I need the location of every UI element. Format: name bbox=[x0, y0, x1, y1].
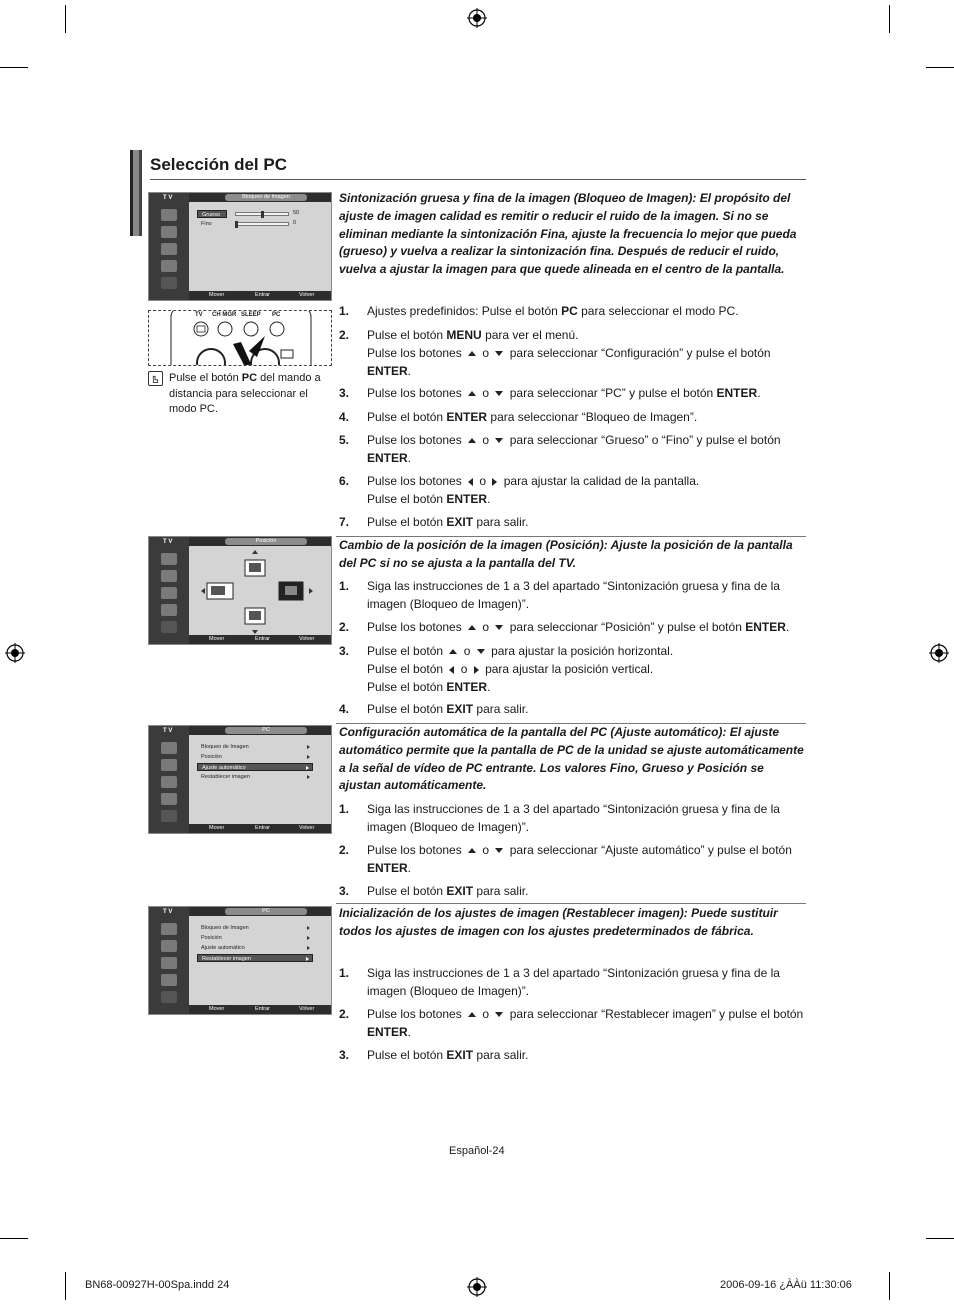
picture-icon bbox=[161, 553, 177, 565]
crop-mark bbox=[889, 5, 890, 33]
step-item: 2. Pulse los botones o para seleccionar “Restablecer imagen” y pulse el botón ENTER. bbox=[339, 1007, 804, 1039]
step-item: 1. Ajustes predefinidos: Pulse el botón PC para seleccionar el modo PC. bbox=[339, 304, 739, 318]
tv-screen-ajuste-auto bbox=[148, 725, 332, 834]
menu-item-restablecer: Restablecer imagen bbox=[197, 773, 313, 781]
note-hand-icon bbox=[148, 371, 163, 386]
section-divider bbox=[336, 903, 806, 904]
title-rule bbox=[150, 179, 806, 180]
tv-menu-sidebar bbox=[149, 537, 189, 644]
crop-mark bbox=[65, 1272, 66, 1300]
crop-mark bbox=[0, 1238, 28, 1239]
input-icon bbox=[161, 621, 177, 633]
nav-back: Volver bbox=[299, 1006, 315, 1012]
nav-enter: Entrar bbox=[255, 825, 270, 831]
step-item: 5. Pulse los botones o para seleccionar “Grueso” o “Fino” y pulse el botón ENTER. bbox=[339, 433, 781, 465]
screen-title: Bloqueo de Imagen bbox=[225, 194, 307, 201]
file-slug: BN68-00927H-00Spa.indd 24 bbox=[85, 1279, 230, 1291]
nav-back: Volver bbox=[299, 292, 315, 298]
setup-icon bbox=[161, 793, 177, 805]
step-item: 2. Pulse los botones o para seleccionar “Ajuste automático” y pulse el botón ENTER. bbox=[339, 843, 792, 875]
registration-mark-icon bbox=[5, 643, 25, 663]
fino-value: 0 bbox=[293, 220, 297, 226]
section-intro: Sintonización gruesa y fina de la imagen (Bloqueo de Imagen): El propósito del ajuste de imagen calidad es remitir o reducir el ruido de la imagen. Si no se eliminan mediante la sintonización Fina, ajuste la frecuencia lo mejor que pueda (grueso) y vuelva a realizar la sintonización fina. Después de reducir el ruido, vuelva a ajustar la imagen para que quede alineada en el centro de la pantalla. bbox=[339, 191, 797, 277]
page-title: Selección del PC bbox=[150, 155, 287, 174]
input-icon bbox=[161, 810, 177, 822]
crop-mark bbox=[889, 1272, 890, 1300]
nav-move: Mover bbox=[209, 1006, 225, 1012]
crop-mark bbox=[926, 67, 954, 68]
grueso-slider-knob bbox=[261, 211, 264, 218]
channel-icon bbox=[161, 243, 177, 255]
grueso-value: 50 bbox=[293, 210, 300, 216]
remote-label-sleep: SLEEP bbox=[241, 312, 261, 318]
nav-move: Mover bbox=[209, 636, 225, 642]
tv-screen-restablecer bbox=[148, 906, 332, 1015]
setup-icon bbox=[161, 604, 177, 616]
remote-label-pc: PC bbox=[272, 312, 281, 318]
nav-back: Volver bbox=[299, 636, 315, 642]
menu-item-grueso: Grueso bbox=[197, 210, 227, 218]
section-intro: Inicialización de los ajustes de imagen (Restablecer imagen): Puede sustituir todos los ajustes de imagen con los ajustes predeterminados de fábrica. bbox=[339, 906, 778, 938]
remote-note: Pulse el botón PC del mando a distancia para seleccionar el modo PC. bbox=[169, 372, 321, 415]
picture-icon bbox=[161, 209, 177, 221]
nav-enter: Entrar bbox=[255, 636, 270, 642]
step-item: 3. Pulse el botón EXIT para salir. bbox=[339, 1048, 529, 1062]
registration-mark-icon bbox=[467, 8, 487, 28]
step-item: 3. Pulse el botón EXIT para salir. bbox=[339, 884, 529, 898]
menu-item-fino: Fino bbox=[201, 221, 212, 227]
step-item: 7. Pulse el botón EXIT para salir. bbox=[339, 515, 529, 529]
sound-icon bbox=[161, 226, 177, 238]
section-intro: Configuración automática de la pantalla del PC (Ajuste automático): El ajuste automático permite que la pantalla de PC de la unidad se ajuste automáticamente a la señal de vídeo de PC entrante. Los valores Fino, Grueso y Posición se ajustan automáticamente. bbox=[339, 725, 804, 793]
section-intro: Cambio de la posición de la imagen (Posición): Ajuste la posición de la pantalla del PC si no se ajusta a la pantalla del TV. bbox=[339, 538, 793, 570]
setup-icon bbox=[161, 974, 177, 986]
fino-slider bbox=[235, 222, 289, 226]
nav-back: Volver bbox=[299, 825, 315, 831]
remote-label-chmgr: CH MGR bbox=[212, 312, 237, 318]
tv-screen-posicion bbox=[148, 536, 332, 645]
step-item: 1. Siga las instrucciones de 1 a 3 del apartado “Sintonización gruesa y fina de la imagen (Bloqueo de Imagen)”. bbox=[339, 802, 780, 834]
nav-enter: Entrar bbox=[255, 292, 270, 298]
step-item: 3. Pulse el botón o para ajustar la posición horizontal. Pulse el botón o para ajustar la posición vertical. Pulse el botón ENTER. bbox=[339, 644, 674, 694]
step-item: 3. Pulse los botones o para seleccionar “PC” y pulse el botón ENTER. bbox=[339, 386, 761, 400]
tv-menu-sidebar bbox=[149, 726, 189, 833]
screen-title: PC bbox=[225, 727, 307, 734]
picture-icon bbox=[161, 923, 177, 935]
step-item: 2. Pulse los botones o para seleccionar “Posición” y pulse el botón ENTER. bbox=[339, 620, 790, 634]
registration-mark-icon bbox=[929, 643, 949, 663]
page-number: Español-24 bbox=[449, 1145, 505, 1157]
tv-screen-bloqueo bbox=[148, 192, 332, 301]
input-icon bbox=[161, 277, 177, 289]
menu-item-posicion: Posición bbox=[197, 934, 313, 942]
channel-icon bbox=[161, 776, 177, 788]
title-bar-decoration bbox=[130, 150, 142, 236]
sound-icon bbox=[161, 570, 177, 582]
nav-enter: Entrar bbox=[255, 1006, 270, 1012]
tv-label: T V bbox=[163, 195, 173, 201]
step-item: 4. Pulse el botón EXIT para salir. bbox=[339, 702, 529, 716]
nav-move: Mover bbox=[209, 292, 225, 298]
sound-icon bbox=[161, 759, 177, 771]
tv-menu-sidebar bbox=[149, 907, 189, 1014]
step-item: 6. Pulse los botones o para ajustar la calidad de la pantalla. Pulse el botón ENTER. bbox=[339, 474, 700, 506]
picture-icon bbox=[161, 742, 177, 754]
tv-menu-sidebar bbox=[149, 193, 189, 300]
remote-illustration bbox=[148, 310, 332, 366]
step-item: 4. Pulse el botón ENTER para seleccionar “Bloqueo de Imagen”. bbox=[339, 410, 698, 424]
menu-item-posicion: Posición bbox=[197, 753, 313, 761]
fino-slider-knob bbox=[235, 221, 238, 228]
screen-title: Posición bbox=[225, 538, 307, 545]
step-item: 2. Pulse el botón MENU para ver el menú. Pulse los botones o para seleccionar “Configuración” y pulse el botón ENTER. bbox=[339, 328, 771, 378]
step-item: 1. Siga las instrucciones de 1 a 3 del apartado “Sintonización gruesa y fina de la imagen (Bloqueo de Imagen)”. bbox=[339, 579, 780, 611]
crop-mark bbox=[65, 5, 66, 33]
screen-title: PC bbox=[225, 908, 307, 915]
nav-move: Mover bbox=[209, 825, 225, 831]
tv-label: T V bbox=[163, 728, 173, 734]
tv-label: T V bbox=[163, 909, 173, 915]
input-icon bbox=[161, 991, 177, 1003]
registration-mark-icon bbox=[467, 1277, 487, 1297]
menu-item-bloqueo: Bloqueo de Imagen bbox=[197, 924, 313, 932]
sound-icon bbox=[161, 940, 177, 952]
channel-icon bbox=[161, 587, 177, 599]
menu-item-bloqueo: Bloqueo de Imagen bbox=[197, 743, 313, 751]
setup-icon bbox=[161, 260, 177, 272]
date-slug: 2006-09-16 ¿ÀÀü 11:30:06 bbox=[720, 1279, 852, 1291]
crop-mark bbox=[926, 1238, 954, 1239]
remote-label-tv: TV bbox=[195, 312, 203, 318]
position-diagram bbox=[189, 546, 331, 635]
step-item: 1. Siga las instrucciones de 1 a 3 del apartado “Sintonización gruesa y fina de la imagen (Bloqueo de Imagen)”. bbox=[339, 966, 780, 998]
menu-item-ajuste-auto: Ajuste automático bbox=[197, 763, 313, 771]
menu-item-restablecer: Restablecer imagen bbox=[197, 954, 313, 962]
menu-item-ajuste-auto: Ajuste automático bbox=[197, 944, 313, 952]
tv-label: T V bbox=[163, 539, 173, 545]
channel-icon bbox=[161, 957, 177, 969]
crop-mark bbox=[0, 67, 28, 68]
